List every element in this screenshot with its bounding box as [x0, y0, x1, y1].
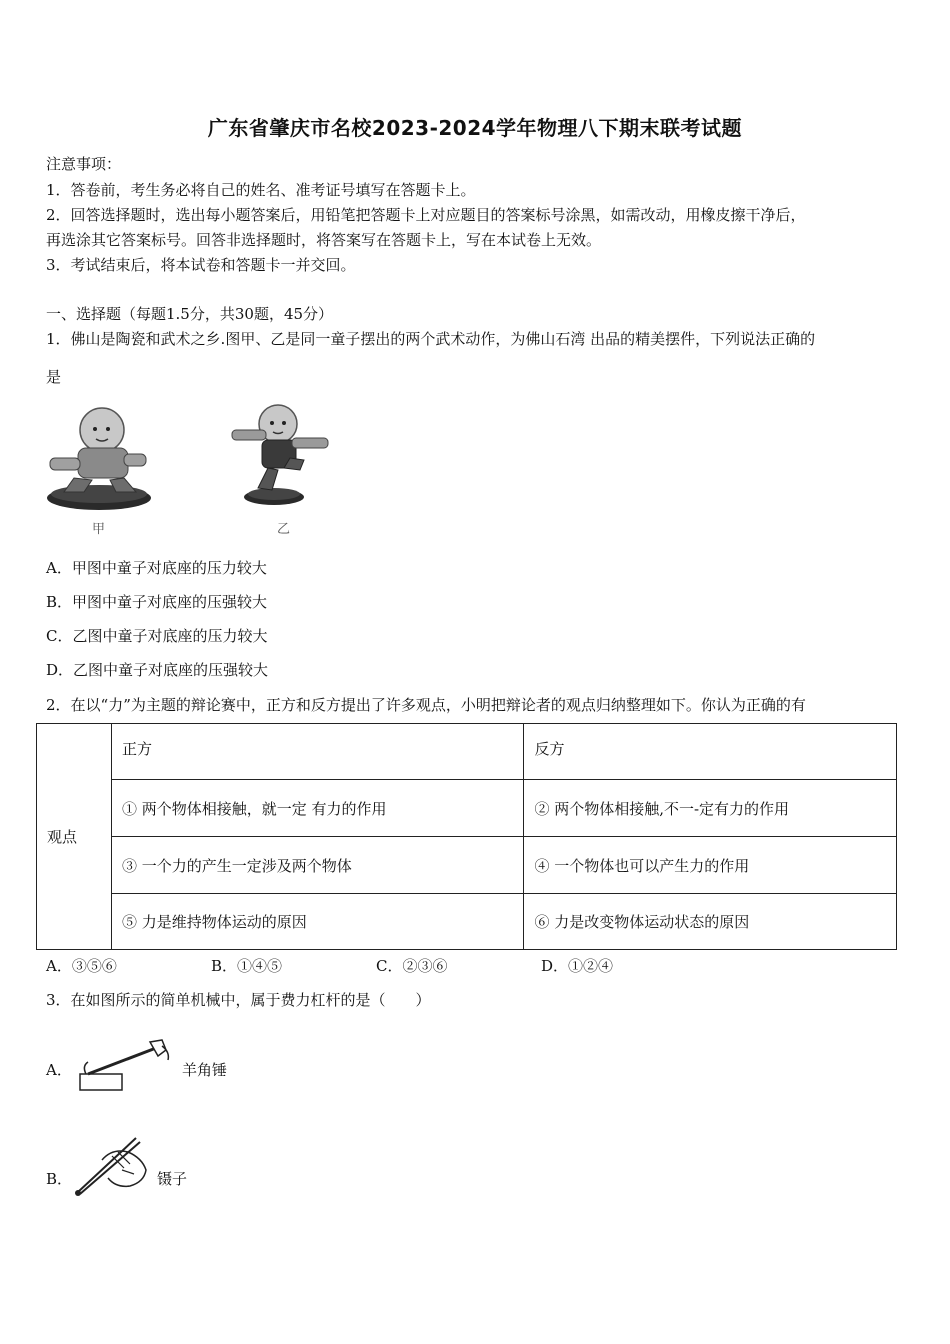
table-header-con: 反方 — [524, 724, 897, 780]
option-c[interactable]: C．乙图中童子对底座的压力较大 — [46, 627, 268, 645]
option-d[interactable]: D．①②④ — [541, 957, 614, 975]
option-b-letter[interactable]: B． — [46, 1170, 73, 1188]
option-a-letter[interactable]: A． — [46, 1061, 72, 1079]
option-a-label: 羊角锤 — [182, 1061, 228, 1079]
notice-item: 3．考试结束后，将本试卷和答题卡一并交回。 — [46, 256, 356, 274]
question-2-stem: 2．在以“力”为主题的辩论赛中，正方和反方提出了许多观点，小明把辩论者的观点归纳整理如下。你认为正确的有 — [46, 696, 806, 714]
table-cell: ④ 一个物体也可以产生力的作用 — [524, 837, 897, 894]
section-heading: 一、选择题（每题1.5分，共30题，45分） — [46, 305, 334, 323]
option-a[interactable]: A．③⑤⑥ — [46, 957, 117, 975]
question-1-stem-cont: 是 — [46, 368, 62, 386]
claw-hammer-icon — [76, 1036, 176, 1096]
table-cell: ⑥ 力是改变物体运动状态的原因 — [524, 894, 897, 950]
option-b-label: 镊子 — [157, 1170, 188, 1188]
notice-item: 2．回答选择题时，选出每小题答案后，用铅笔把答题卡上对应题目的答案标号涂黑，如需改动，用橡皮擦干净后， — [46, 206, 806, 224]
option-d[interactable]: D．乙图中童子对底座的压强较大 — [46, 661, 269, 679]
debate-table — [36, 723, 897, 950]
figure-label-jia: 甲 — [92, 522, 106, 537]
table-cell: ① 两个物体相接触，就一定 有力的作用 — [111, 780, 524, 837]
figure-label-yi: 乙 — [277, 522, 291, 537]
table-row-label: 观点 — [37, 724, 112, 950]
option-c[interactable]: C．②③⑥ — [376, 957, 448, 975]
option-b[interactable]: B．甲图中童子对底座的压强较大 — [46, 593, 268, 611]
notice-item: 1．答卷前，考生务必将自己的姓名、准考证号填写在答题卡上。 — [46, 181, 476, 199]
tweezers-icon — [72, 1130, 156, 1200]
figure-yi-boy-statue — [228, 400, 338, 512]
option-b[interactable]: B．①④⑤ — [211, 957, 283, 975]
option-a[interactable]: A．甲图中童子对底座的压力较大 — [46, 559, 267, 577]
page-title: 广东省肇庆市名校2023-2024学年物理八下期末联考试题 — [207, 116, 743, 140]
notice-item: 再选涂其它答案标号。回答非选择题时，将答案写在答题卡上，写在本试卷上无效。 — [46, 231, 602, 249]
table-header-pro: 正方 — [111, 724, 524, 780]
question-3-stem: 3．在如图所示的简单机械中，属于费力杠杆的是（ ） — [46, 991, 431, 1009]
figure-jia-boy-statue — [44, 400, 154, 518]
table-cell: ③ 一个力的产生一定涉及两个物体 — [111, 837, 524, 894]
notice-heading: 注意事项： — [46, 155, 122, 173]
table-cell: ② 两个物体相接触,不一-定有力的作用 — [524, 780, 897, 837]
question-1-stem: 1．佛山是陶瓷和武术之乡.图甲、乙是同一童子摆出的两个武术动作，为佛山石湾 出品的精美摆件，下列说法正确的 — [46, 330, 816, 348]
table-cell: ⑤ 力是维持物体运动的原因 — [111, 894, 524, 950]
